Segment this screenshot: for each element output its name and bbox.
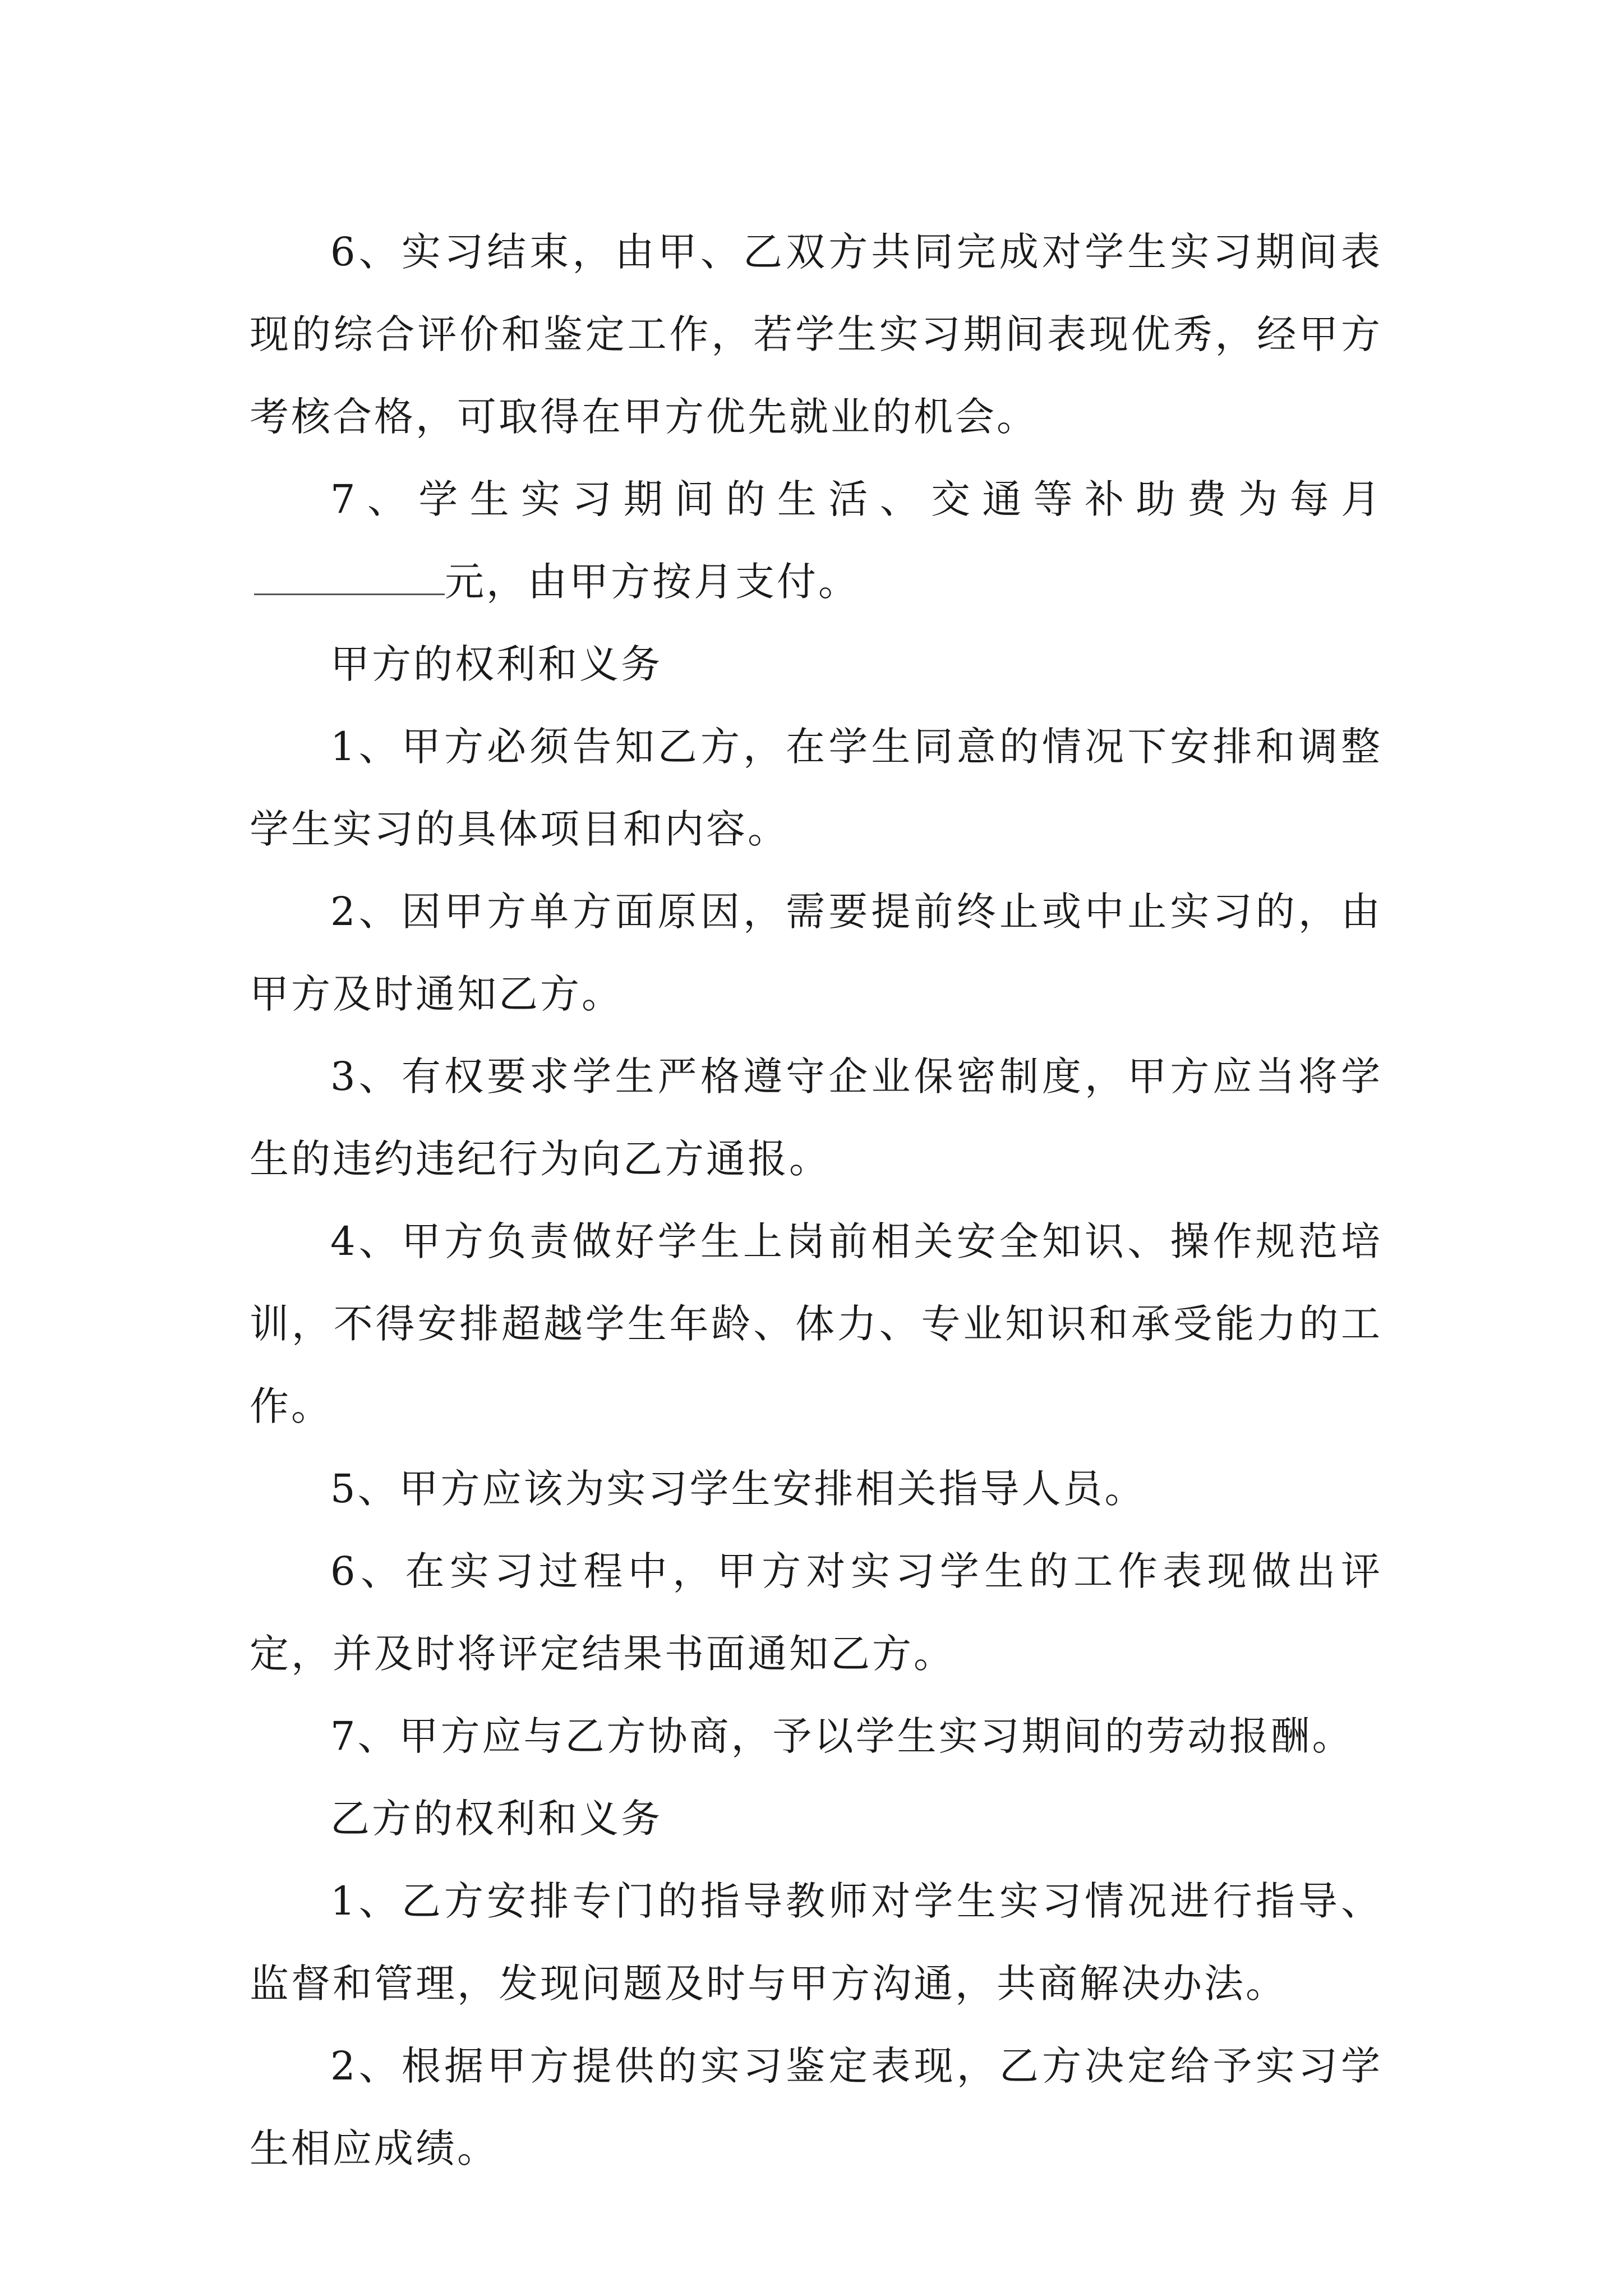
paragraph-internship-evaluation: 6、实习结束，由甲、乙双方共同完成对学生实习期间表现的综合评价和鉴定工作，若学生实习期间表现优秀，经甲方考核合格，可取得在甲方优先就业的机会。	[250, 229, 1382, 440]
party-a-clause-2: 2、因甲方单方面原因，需要提前终止或中止实习的，由甲方及时通知乙方。	[250, 889, 1382, 1017]
section-heading-party-b: 乙方的权利和义务	[330, 1796, 662, 1842]
party-a-clause-4: 4、甲方负责做好学生上岗前相关安全知识、操作规范培训，不得安排超越学生年龄、体力、专业知识和承受能力的工作。	[250, 1218, 1382, 1429]
allowance-amount-blank	[254, 559, 445, 595]
document-page	[250, 211, 1382, 2190]
allowance-text-after: 元，由甲方按月支付。	[445, 559, 860, 605]
party-a-clause-5: 5、甲方应该为实习学生安排相关指导人员。	[330, 1466, 1146, 1512]
party-a-clause-1: 1、甲方必须告知乙方，在学生同意的情况下安排和调整学生实习的具体项目和内容。	[250, 724, 1382, 852]
allowance-text-before: 7、学生实习期间的生活、交通等补助费为每月	[330, 476, 1382, 522]
party-a-clause-7: 7、甲方应与乙方协商，予以学生实习期间的劳动报酬。	[330, 1713, 1354, 1759]
party-a-clause-6: 6、在实习过程中，甲方对实习学生的工作表现做出评定，并及时将评定结果书面通知乙方。	[250, 1548, 1382, 1677]
party-b-clause-2: 2、根据甲方提供的实习鉴定表现，乙方决定给予实习学生相应成绩。	[250, 2043, 1382, 2171]
party-b-clause-1: 1、乙方安排专门的指导教师对学生实习情况进行指导、监督和管理，发现问题及时与甲方沟通，共商解决办法。	[250, 1878, 1382, 2007]
paragraph-allowance	[250, 458, 1382, 623]
section-heading-party-a: 甲方的权利和义务	[330, 641, 662, 687]
party-a-clause-3: 3、有权要求学生严格遵守企业保密制度，甲方应当将学生的违约违纪行为向乙方通报。	[250, 1053, 1382, 1182]
